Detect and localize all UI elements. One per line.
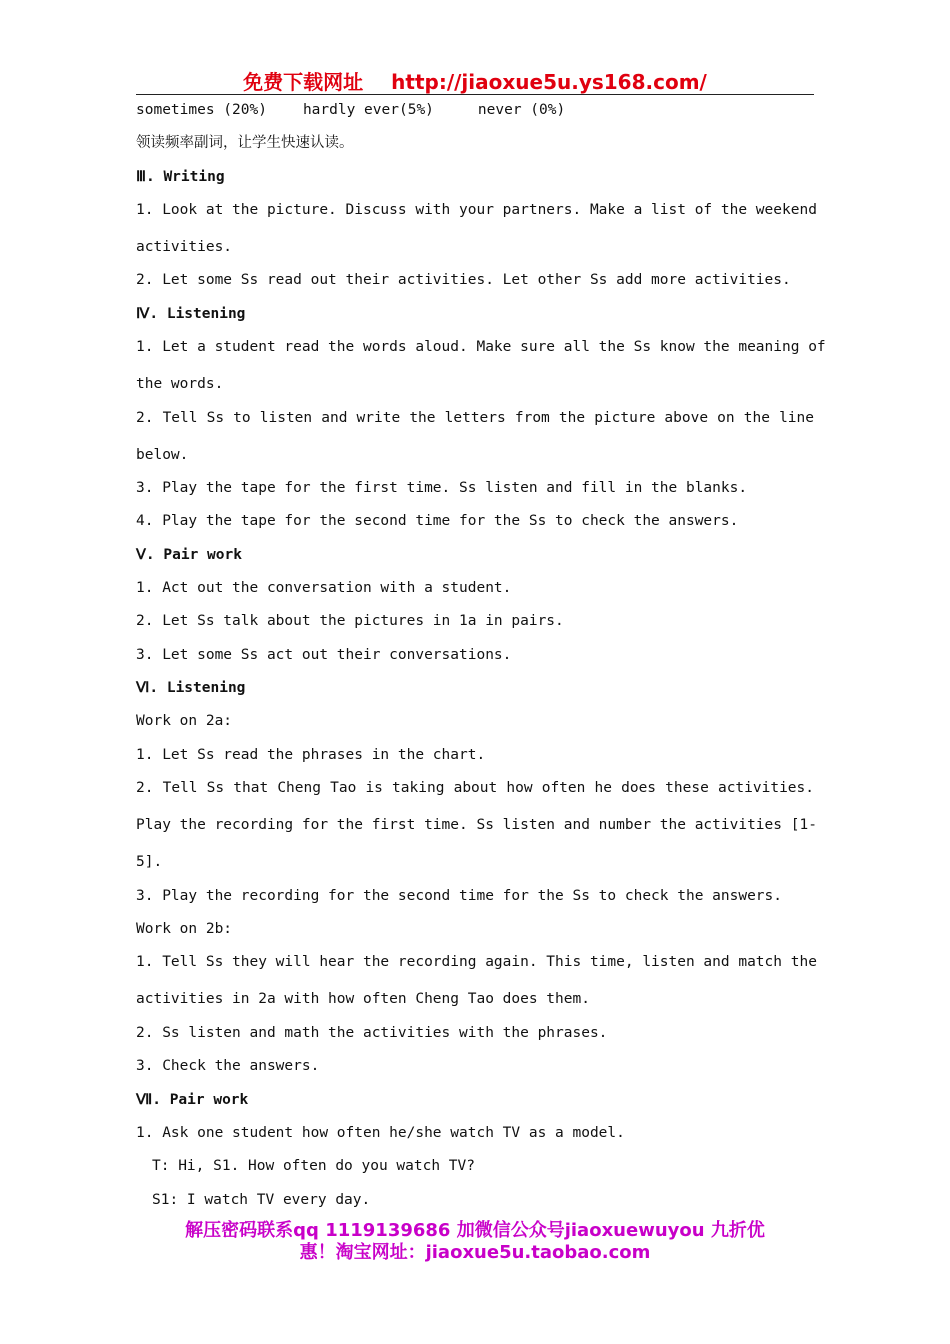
listening-step-1: 1. Let a student read the words aloud. Make sure all the Ss know the meaning of bbox=[136, 339, 826, 355]
freq-hardly-ever: hardly ever(5%) bbox=[302, 102, 434, 118]
section-heading-writing: Ⅲ. Writing bbox=[136, 169, 225, 185]
dialogue-student: S1: I watch TV every day. bbox=[152, 1192, 371, 1208]
section-heading-pair-work-2: Ⅶ. Pair work bbox=[136, 1092, 249, 1108]
listening-step-3: 3. Play the tape for the first time. Ss listen and fill in the blanks. bbox=[136, 480, 748, 496]
dialogue-teacher: T: Hi, S1. How often do you watch TV? bbox=[152, 1158, 476, 1174]
header bbox=[136, 66, 814, 95]
instruction-line: 领读频率副词，让学生快速认读。 bbox=[136, 135, 354, 151]
work-on-2a-title: Work on 2a: bbox=[136, 713, 233, 729]
footer-line-2: 惠！淘宝网址：jiaoxue5u.taobao.com bbox=[299, 1242, 651, 1263]
pair2-step-1: 1. Ask one student how often he/she watch TV as a model. bbox=[136, 1125, 625, 1141]
listening-step-2: 2. Tell Ss to listen and write the letters from the picture above on the line bbox=[136, 410, 814, 426]
work-on-2b-title: Work on 2b: bbox=[136, 921, 233, 937]
section-heading-listening-1: Ⅳ. Listening bbox=[136, 306, 246, 322]
footer-line-1: 解压密码联系qq 1119139686 加微信公众号jiaoxuewuyou 九折优 bbox=[185, 1220, 765, 1241]
2b-step-1-cont: activities in 2a with how often Cheng Tao does them. bbox=[136, 991, 590, 1007]
header-url[interactable]: http://jiaoxue5u.ys168.com/ bbox=[391, 70, 707, 94]
listening-step-1-cont: the words. bbox=[136, 376, 224, 392]
pair-step-2: 2. Let Ss talk about the pictures in 1a in pairs. bbox=[136, 613, 564, 629]
2a-step-2: 2. Tell Ss that Cheng Tao is taking about how often he does these activities. bbox=[136, 780, 814, 796]
header-site-label: 免费下载网址 bbox=[243, 70, 364, 94]
header-rule bbox=[136, 94, 814, 95]
2a-step-1: 1. Let Ss read the phrases in the chart. bbox=[136, 747, 486, 763]
2b-step-1: 1. Tell Ss they will hear the recording again. This time, listen and match the bbox=[136, 954, 817, 970]
2b-step-3: 3. Check the answers. bbox=[136, 1058, 320, 1074]
pair-step-3: 3. Let some Ss act out their conversations. bbox=[136, 647, 512, 663]
listening-step-4: 4. Play the tape for the second time for the Ss to check the answers. bbox=[136, 513, 739, 529]
2a-step-2-cont: Play the recording for the first time. Ss listen and number the activities [1- bbox=[136, 817, 817, 833]
listening-step-2-cont: below. bbox=[136, 447, 189, 463]
section-heading-listening-2: Ⅵ. Listening bbox=[136, 680, 246, 696]
freq-sometimes: sometimes (20%) bbox=[136, 102, 267, 118]
freq-never: never (0%) bbox=[477, 102, 566, 118]
2b-step-2: 2. Ss listen and math the activities with the phrases. bbox=[136, 1025, 608, 1041]
writing-step-1-cont: activities. bbox=[136, 239, 233, 255]
writing-step-1: 1. Look at the picture. Discuss with your partners. Make a list of the weekend bbox=[136, 202, 817, 218]
pair-step-1: 1. Act out the conversation with a student. bbox=[136, 580, 512, 596]
2a-step-3: 3. Play the recording for the second time for the Ss to check the answers. bbox=[136, 888, 783, 904]
section-heading-pair-work-1: Ⅴ. Pair work bbox=[136, 547, 242, 563]
2a-step-2-end: 5]. bbox=[136, 854, 163, 870]
frequency-row bbox=[136, 100, 814, 120]
writing-step-2: 2. Let some Ss read out their activities. Let other Ss add more activities. bbox=[136, 272, 791, 288]
